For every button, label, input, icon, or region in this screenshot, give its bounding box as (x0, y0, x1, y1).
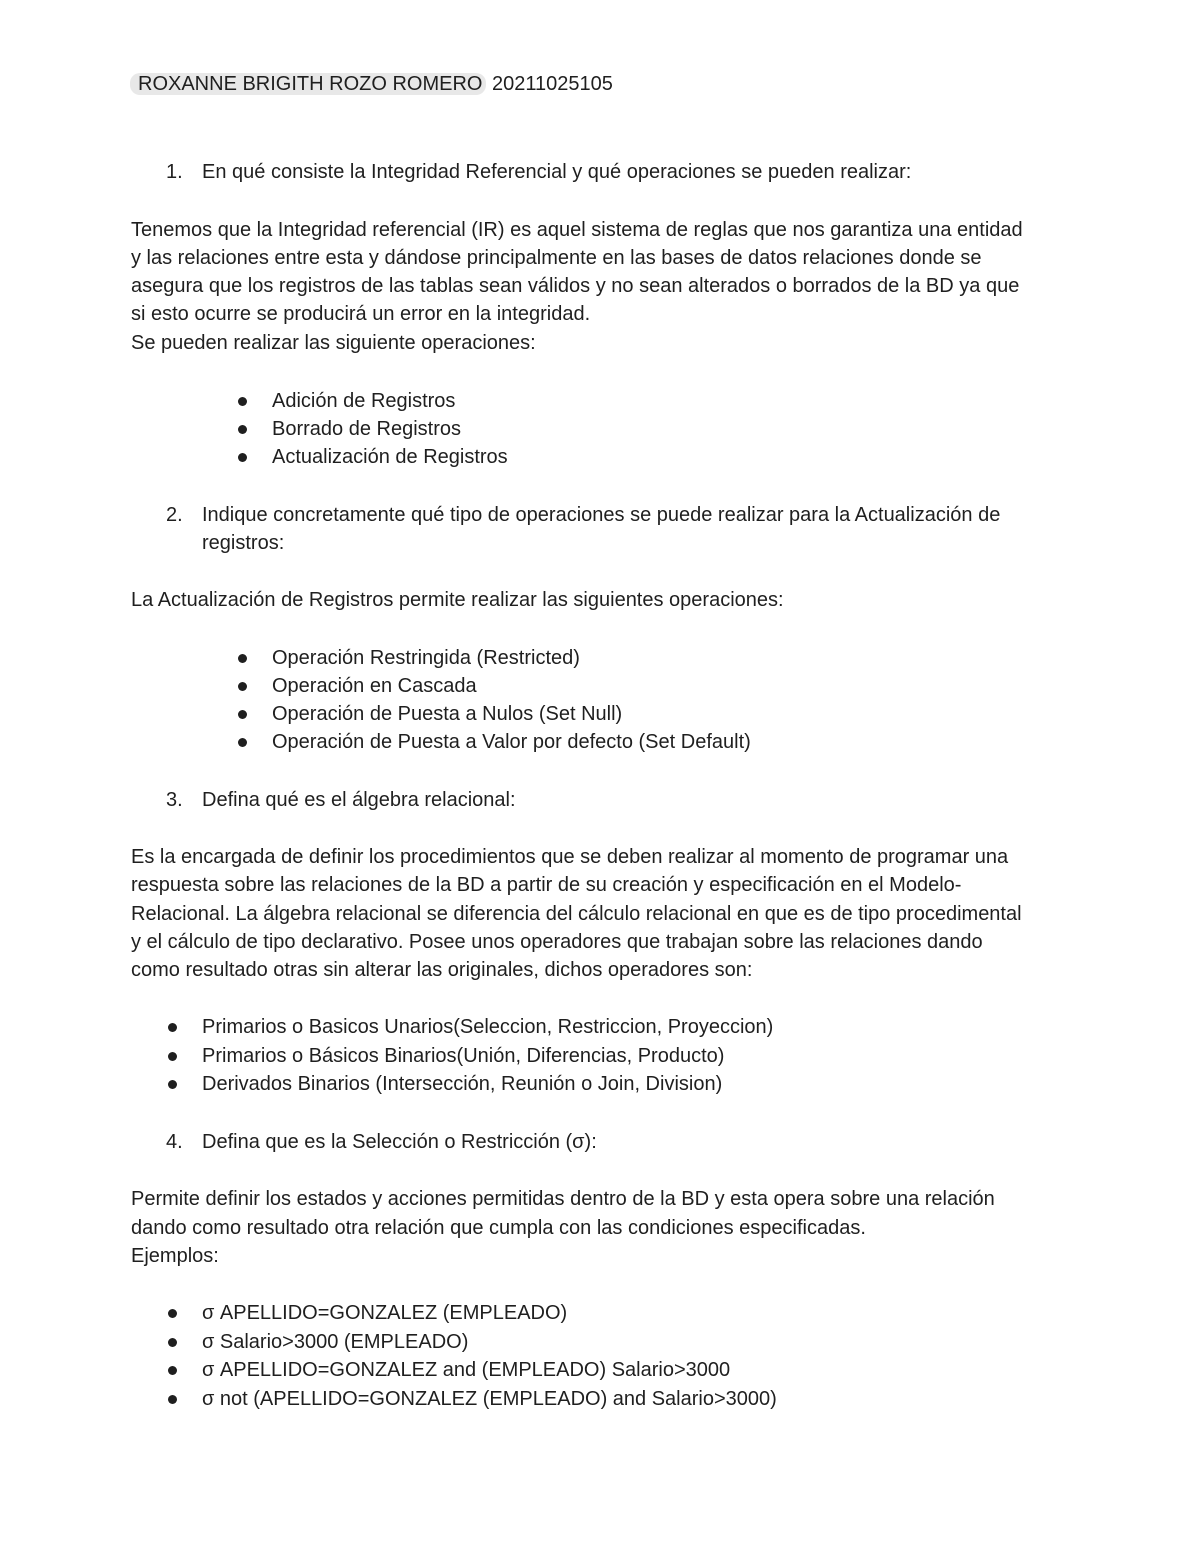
student-code: 20211025105 (492, 73, 613, 95)
bullet-dot (168, 1395, 177, 1404)
answer-3-line-5: como resultado otras sin alterar las originales, dichos operadores son: (131, 959, 753, 981)
question-4-text: Defina que es la Selección o Restricción (σ): (202, 1131, 597, 1153)
bullet-dot (168, 1366, 177, 1375)
list-item: Borrado de Registros (272, 418, 461, 440)
question-2-text-line-1: Indique concretamente qué tipo de operaciones se puede realizar para la Actualización de (202, 504, 1001, 526)
answer-1-line-2: y las relaciones entre esta y dándose principalmente en las bases de datos relaciones donde se (131, 247, 982, 269)
answer-1-line-3: asegura que los registros de las tablas sean válidos y no sean alterados o borrados de la BD ya que (131, 275, 1020, 297)
author-name: ROXANNE BRIGITH ROZO ROMERO (130, 73, 486, 95)
list-item: Primarios o Básicos Binarios(Unión, Diferencias, Producto) (202, 1045, 725, 1067)
bullet-dot (238, 738, 247, 747)
bullet-dot (168, 1023, 177, 1032)
answer-4-line-1: Permite definir los estados y acciones permitidas dentro de la BD y esta opera sobre una relación (131, 1188, 995, 1210)
bullet-dot (168, 1080, 177, 1089)
bullet-dot (238, 654, 247, 663)
list-item: σ not (APELLIDO=GONZALEZ (EMPLEADO) and Salario>3000) (202, 1388, 777, 1410)
bullet-dot (238, 453, 247, 462)
list-item: Adición de Registros (272, 390, 456, 412)
list-item: σ APELLIDO=GONZALEZ and (EMPLEADO) Salario>3000 (202, 1359, 731, 1381)
bullet-dot (238, 397, 247, 406)
list-item: Operación de Puesta a Nulos (Set Null) (272, 703, 623, 725)
answer-3-line-1: Es la encargada de definir los procedimientos que se deben realizar al momento de programar una (131, 846, 1009, 868)
list-item: Actualización de Registros (272, 446, 508, 468)
answer-4-line-3: Ejemplos: (131, 1245, 219, 1267)
answer-3-line-3: Relacional. La álgebra relacional se diferencia del cálculo relacional en que es de tipo procedimental (131, 903, 1022, 925)
answer-4-line-2: dando como resultado otra relación que cumpla con las condiciones especificadas. (131, 1217, 866, 1239)
list-item: σ Salario>3000 (EMPLEADO) (202, 1331, 469, 1353)
question-1-text: En qué consiste la Integridad Referencial y qué operaciones se pueden realizar: (202, 161, 912, 183)
question-1-number: 1. (166, 161, 183, 183)
list-item: Derivados Binarios (Intersección, Reunión o Join, Division) (202, 1073, 723, 1095)
list-item: Primarios o Basicos Unarios(Seleccion, Restriccion, Proyeccion) (202, 1016, 774, 1038)
bullet-dot (168, 1052, 177, 1061)
bullet-dot (168, 1309, 177, 1318)
bullet-dot (238, 710, 247, 719)
answer-1-line-1: Tenemos que la Integridad referencial (IR) es aquel sistema de reglas que nos garantiza una entidad (131, 219, 1023, 241)
question-3-text: Defina qué es el álgebra relacional: (202, 789, 516, 811)
bullet-dot (168, 1338, 177, 1347)
bullet-dot (238, 425, 247, 434)
question-3-number: 3. (166, 789, 183, 811)
answer-1-line-5: Se pueden realizar las siguiente operaciones: (131, 332, 536, 354)
list-item: Operación en Cascada (272, 675, 477, 697)
author-header (130, 70, 613, 98)
question-4-number: 4. (166, 1131, 183, 1153)
answer-1-line-4: si esto ocurre se producirá un error en la integridad. (131, 303, 591, 325)
list-item: σ APELLIDO=GONZALEZ (EMPLEADO) (202, 1302, 568, 1324)
answer-3-line-2: respuesta sobre las relaciones de la BD a partir de su creación y especificación en el Modelo- (131, 874, 962, 896)
answer-3-line-4: y el cálculo de tipo declarativo. Posee unos operadores que trabajan sobre las relaciones dando (131, 931, 983, 953)
list-item: Operación de Puesta a Valor por defecto (Set Default) (272, 731, 751, 753)
list-item: Operación Restringida (Restricted) (272, 647, 580, 669)
bullet-dot (238, 682, 247, 691)
answer-2-text: La Actualización de Registros permite realizar las siguientes operaciones: (131, 589, 784, 611)
question-2-text-line-2: registros: (202, 532, 285, 554)
question-2-number: 2. (166, 504, 183, 526)
